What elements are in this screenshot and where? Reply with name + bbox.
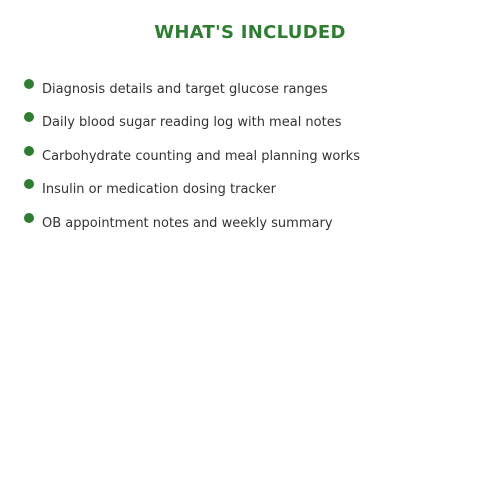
list-item-label: OB appointment notes and weekly summary bbox=[42, 215, 333, 231]
list-item bbox=[24, 213, 333, 246]
page-title: WHAT'S INCLUDED bbox=[154, 22, 346, 43]
list-item bbox=[24, 146, 360, 179]
list-item-label: Diagnosis details and target glucose ranges bbox=[42, 82, 328, 97]
bullet-dot-icon bbox=[24, 179, 34, 189]
included-list bbox=[24, 79, 360, 246]
bullet-dot-icon bbox=[24, 213, 34, 223]
bullet-dot-icon bbox=[24, 146, 34, 156]
bullet-dot-icon bbox=[24, 112, 34, 122]
list-item bbox=[24, 79, 328, 112]
list-item-label: Daily blood sugar reading log with meal notes bbox=[42, 115, 342, 131]
list-item-label: Carbohydrate counting and meal planning works bbox=[42, 148, 360, 164]
list-item-label: Insulin or medication dosing tracker bbox=[42, 182, 276, 198]
list-item bbox=[24, 179, 276, 212]
list-item bbox=[24, 112, 342, 145]
bullet-dot-icon bbox=[24, 79, 34, 89]
